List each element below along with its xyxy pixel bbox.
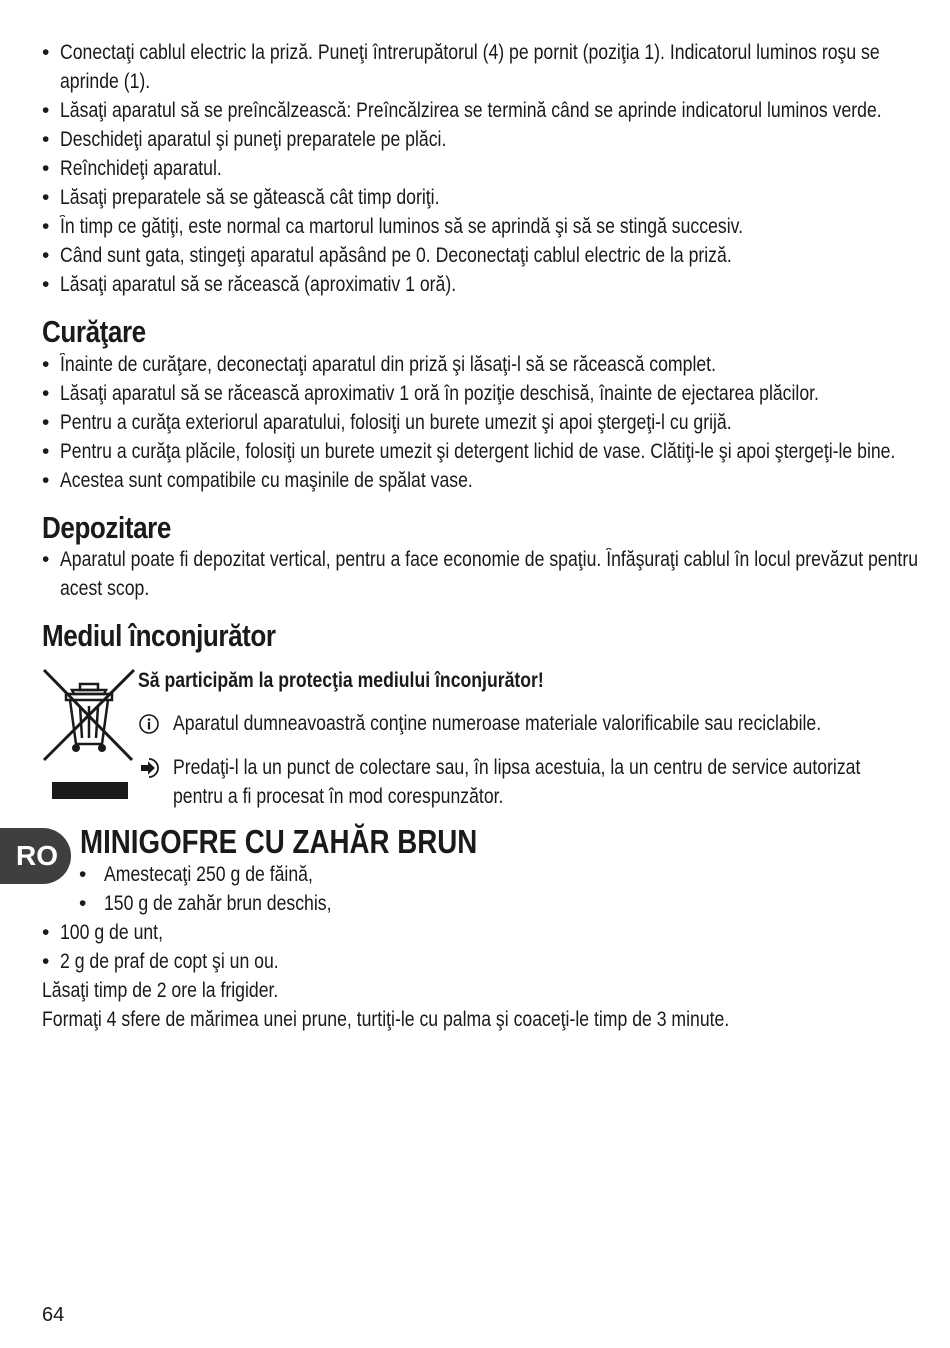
bullet: • — [42, 128, 50, 151]
section-heading-cleaning: Curăţare — [42, 314, 146, 349]
bullet: • — [79, 863, 87, 886]
info-text: Aparatul dumneavoastră conţine numeroase materiale valorificabile sau reciclabile. — [173, 712, 822, 735]
page-number: 64 — [42, 1304, 65, 1326]
bullet: • — [42, 273, 50, 296]
list-item-text: Lăsaţi aparatul să se răcească aproximativ 1 oră în poziţie deschisă, înainte de ejectarea plăcilor. — [60, 382, 819, 405]
bullet: • — [42, 99, 50, 122]
bullet: • — [42, 382, 50, 405]
list-item-text: Când sunt gata, stingeţi aparatul apăsând pe 0. Deconectaţi cablul electric de la priză. — [60, 244, 732, 267]
section-heading-environment: Mediul înconjurător — [42, 618, 276, 653]
list-item-text: În timp ce gătiţi, este normal ca martorul luminos să se aprindă şi să se stingă succesiv. — [60, 215, 744, 238]
environment-callout-heading: Să participăm la protecţia mediului înconjurător! — [138, 669, 544, 692]
list-item-text: 2 g de praf de copt şi un ou. — [60, 950, 279, 973]
bullet: • — [42, 548, 50, 571]
bullet: • — [42, 469, 50, 492]
action-text: pentru a fi procesat în mod corespunzător. — [173, 785, 504, 808]
bullet: • — [42, 186, 50, 209]
bullet: • — [42, 41, 50, 64]
language-tab-label: RO — [16, 840, 58, 871]
list-item-text: Lăsaţi preparatele să se gătească cât timp doriţi. — [60, 186, 440, 209]
list-item-text: Amestecaţi 250 g de făină, — [104, 863, 313, 886]
bullet: • — [42, 411, 50, 434]
list-item-text: Lăsaţi aparatul să se răcească (aproximativ 1 oră). — [60, 273, 457, 296]
list-item-text: 150 g de zahăr brun deschis, — [104, 892, 332, 915]
list-item-text: acest scop. — [60, 577, 150, 600]
bullet: • — [42, 440, 50, 463]
bullet: • — [42, 950, 50, 973]
arrow-right-circle-icon — [138, 757, 160, 779]
list-item-text: Aparatul poate fi depozitat vertical, pentru a face economie de spaţiu. Înfăşuraţi cablul în locul prevăzut pentru — [60, 548, 919, 571]
list-item-text: Deschideţi aparatul şi puneţi preparatele pe plăci. — [60, 128, 447, 151]
bullet: • — [79, 892, 87, 915]
list-item-text: Înainte de curăţare, deconectaţi aparatul din priză şi lăsaţi-l să se răcească complet. — [60, 353, 716, 376]
action-text: Predaţi-l la un punct de colectare sau, în lipsa acestuia, la un centru de service autorizat — [173, 756, 861, 779]
list-item-text: Reînchideţi aparatul. — [60, 157, 222, 180]
bullet: • — [42, 921, 50, 944]
bullet: • — [42, 215, 50, 238]
list-item-text: Lăsaţi aparatul să se preîncălzească: Preîncălzirea se termină când se aprinde indicatorul luminos verde. — [60, 99, 882, 122]
list-item-text: Pentru a curăţa plăcile, folosiţi un burete umezit şi detergent lichid de vase. Clătiţi-le şi apoi ştergeţi-le bine. — [60, 440, 896, 463]
list-item-text: Conectaţi cablul electric la priză. Puneţi întrerupătorul (4) pe pornit (poziţia 1). Indicatorul luminos roşu se — [60, 41, 880, 64]
crossed-out-bin-icon — [42, 668, 136, 802]
bullet: • — [42, 244, 50, 267]
list-item-text: 100 g de unt, — [60, 921, 163, 944]
list-item-text: Acestea sunt compatibile cu maşinile de spălat vase. — [60, 469, 473, 492]
recipe-paragraph: Lăsaţi timp de 2 ore la frigider. — [42, 979, 279, 1002]
section-heading-storage: Depozitare — [42, 510, 171, 545]
list-item-text: aprinde (1). — [60, 70, 151, 93]
recipe-title: MINIGOFRE CU ZAHĂR BRUN — [80, 823, 478, 860]
info-icon — [138, 713, 160, 735]
bullet: • — [42, 353, 50, 376]
bullet: • — [42, 157, 50, 180]
language-tab — [0, 828, 71, 884]
list-item-text: Pentru a curăţa exteriorul aparatului, folosiţi un burete umezit şi apoi ştergeţi-l cu grijă. — [60, 411, 732, 434]
recipe-paragraph: Formaţi 4 sfere de mărimea unei prune, turtiţi-le cu palma şi coaceţi-le timp de 3 minute. — [42, 1008, 730, 1031]
